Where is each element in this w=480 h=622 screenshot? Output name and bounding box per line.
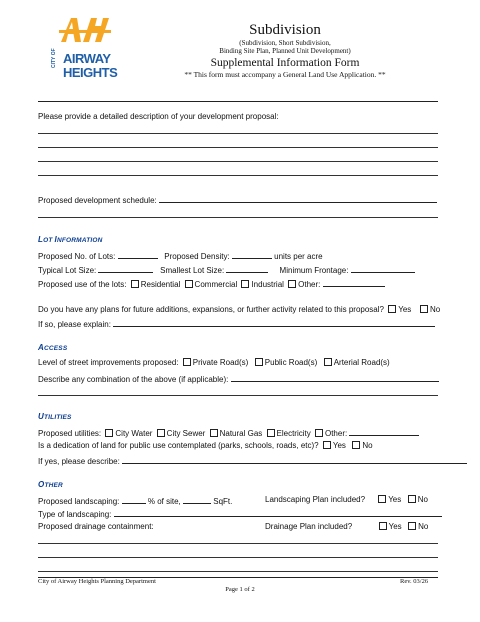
footer-revision: Rev. 03/26 [400,578,429,585]
lots-density-row [38,250,323,262]
dedication-no-checkbox[interactable] [352,441,360,449]
explain-row [38,318,435,330]
residential-label: Residential [140,280,181,289]
footer-page-number: Page 1 of 2 [225,586,255,593]
description-line-1[interactable] [38,133,438,134]
other-utility-checkbox[interactable] [315,429,323,437]
typical-lot-field[interactable] [98,264,153,273]
form-note: ** This form must accompany a General Land Use Application. ** [184,70,386,79]
smallest-lot-field[interactable] [226,264,268,273]
dedication-describe-row [38,455,467,467]
landscaping-plan-yes-label: Yes [388,495,402,504]
logo-heights: HEIGHTS [63,65,118,80]
arterial-road-label: Arterial Road(s) [333,358,390,367]
future-yes-checkbox[interactable] [388,305,396,313]
utilities-row [38,427,419,439]
future-no-label: No [429,305,441,314]
airway-heights-logo-mark [55,12,115,48]
header-divider [38,101,438,102]
city-water-checkbox[interactable] [105,429,113,437]
landscaping-row [38,495,232,507]
natural-gas-checkbox[interactable] [210,429,218,437]
combination-field[interactable] [231,373,439,382]
description-line-4[interactable] [38,175,438,176]
private-road-label: Private Road(s) [192,358,249,367]
page-title: Subdivision [249,22,321,38]
industrial-checkbox[interactable] [241,280,249,288]
landscaping-plan-no-checkbox[interactable] [408,495,416,503]
landscaping-label: Proposed landscaping: [38,497,120,506]
drainage-line-2[interactable] [38,557,438,558]
public-road-label: Public Road(s) [264,358,318,367]
dedication-row [38,441,373,451]
drainage-line-1[interactable] [38,543,438,544]
schedule-field[interactable] [159,194,437,203]
arterial-road-checkbox[interactable] [324,358,332,366]
form-header [150,22,420,79]
future-plans-question: Do you have any plans for future additions, expansions, or further activity related to this proposal? [38,305,384,314]
drainage-row [38,522,154,532]
future-plans-row [38,305,440,315]
schedule-line-2[interactable] [38,217,438,218]
city-sewer-label: City Sewer [166,429,206,438]
lot-use-row [38,278,385,290]
dedication-no-label: No [362,441,373,450]
description-label: Please provide a detailed description of your development proposal: [38,112,279,121]
min-frontage-label: Minimum Frontage: [279,266,349,275]
density-label: Proposed Density: [164,252,230,261]
description-line-3[interactable] [38,161,438,162]
commercial-label: Commercial [194,280,238,289]
city-water-label: City Water [115,429,153,438]
other-use-label: Other: [298,280,321,289]
drainage-plan-label: Drainage Plan included? [265,522,353,531]
density-field[interactable] [232,250,272,259]
drainage-line-3[interactable] [38,571,438,572]
other-utility-field[interactable] [349,427,419,436]
future-no-checkbox[interactable] [420,305,428,313]
utilities-heading: UTILITIES [38,412,72,421]
combination-line-2[interactable] [38,395,438,396]
commercial-checkbox[interactable] [185,280,193,288]
combination-label: Describe any combination of the above (if applicable): [38,375,229,384]
natural-gas-label: Natural Gas [219,429,263,438]
landscaping-plan-yes-checkbox[interactable] [378,495,386,503]
drainage-plan-no-checkbox[interactable] [408,522,416,530]
subtitle-line2: Binding Site Plan, Planned Unit Development) [219,47,351,55]
typical-lot-label: Typical Lot Size: [38,266,97,275]
form-title: Supplemental Information Form [210,57,360,69]
num-lots-field[interactable] [118,250,158,259]
other-use-field[interactable] [323,278,385,287]
explain-label: If so, please explain: [38,320,111,329]
residential-checkbox[interactable] [131,280,139,288]
dedication-question: Is a dedication of land for public use contemplated (parks, schools, roads, etc)? [38,441,319,450]
street-improvements-label: Level of street improvements proposed: [38,358,179,367]
dedication-yes-checkbox[interactable] [323,441,331,449]
utilities-label: Proposed utilities: [38,429,102,438]
dedication-describe-label: If yes, please describe: [38,457,120,466]
electricity-label: Electricity [276,429,311,438]
logo-airway: AIRWAY [63,51,111,66]
drainage-plan-yes-label: Yes [388,522,402,531]
dedication-describe-field[interactable] [122,455,467,464]
city-sewer-checkbox[interactable] [157,429,165,437]
type-landscaping-label: Type of landscaping: [38,510,112,519]
landscaping-percent-field[interactable] [122,495,146,504]
dedication-yes-label: Yes [332,441,346,450]
future-yes-label: Yes [398,305,412,314]
drainage-plan-no-label: No [418,522,429,531]
landscaping-sqft-field[interactable] [183,495,211,504]
units-label: units per acre [274,252,323,261]
industrial-label: Industrial [251,280,284,289]
description-line-2[interactable] [38,147,438,148]
private-road-checkbox[interactable] [183,358,191,366]
access-heading: ACCESS [38,343,68,352]
lot-information-heading: LOT INFORMATION [38,235,103,244]
lot-use-label: Proposed use of the lots: [38,280,127,289]
type-landscaping-field[interactable] [114,508,442,517]
smallest-lot-label: Smallest Lot Size: [160,266,225,275]
subtitle-line1: (Subdivision, Short Subdivision, [239,39,331,47]
schedule-label: Proposed development schedule: [38,196,157,205]
electricity-checkbox[interactable] [267,429,275,437]
combination-row [38,373,439,385]
other-heading: OTHER [38,480,63,489]
other-utility-label: Other: [324,429,348,438]
drainage-label: Proposed drainage containment: [38,522,154,531]
min-frontage-field[interactable] [351,264,415,273]
num-lots-label: Proposed No. of Lots: [38,252,116,261]
public-road-checkbox[interactable] [255,358,263,366]
landscaping-plan-row [265,495,428,505]
explain-field[interactable] [113,318,435,327]
landscaping-plan-label: Landscaping Plan included? [265,495,366,504]
drainage-plan-row [265,522,428,532]
landscaping-plan-no-label: No [417,495,428,504]
logo-city-of: CITY OF [51,48,57,68]
sqft-label: SqFt. [213,497,233,506]
percent-site-label: % of site, [147,497,181,506]
street-improvements-row [38,358,390,368]
type-landscaping-row [38,508,442,520]
footer-department: City of Airway Heights Planning Department [38,578,156,585]
lot-size-row [38,264,415,276]
city-logo [51,10,118,94]
drainage-plan-yes-checkbox[interactable] [379,522,387,530]
schedule-row [38,194,437,206]
other-use-checkbox[interactable] [288,280,296,288]
